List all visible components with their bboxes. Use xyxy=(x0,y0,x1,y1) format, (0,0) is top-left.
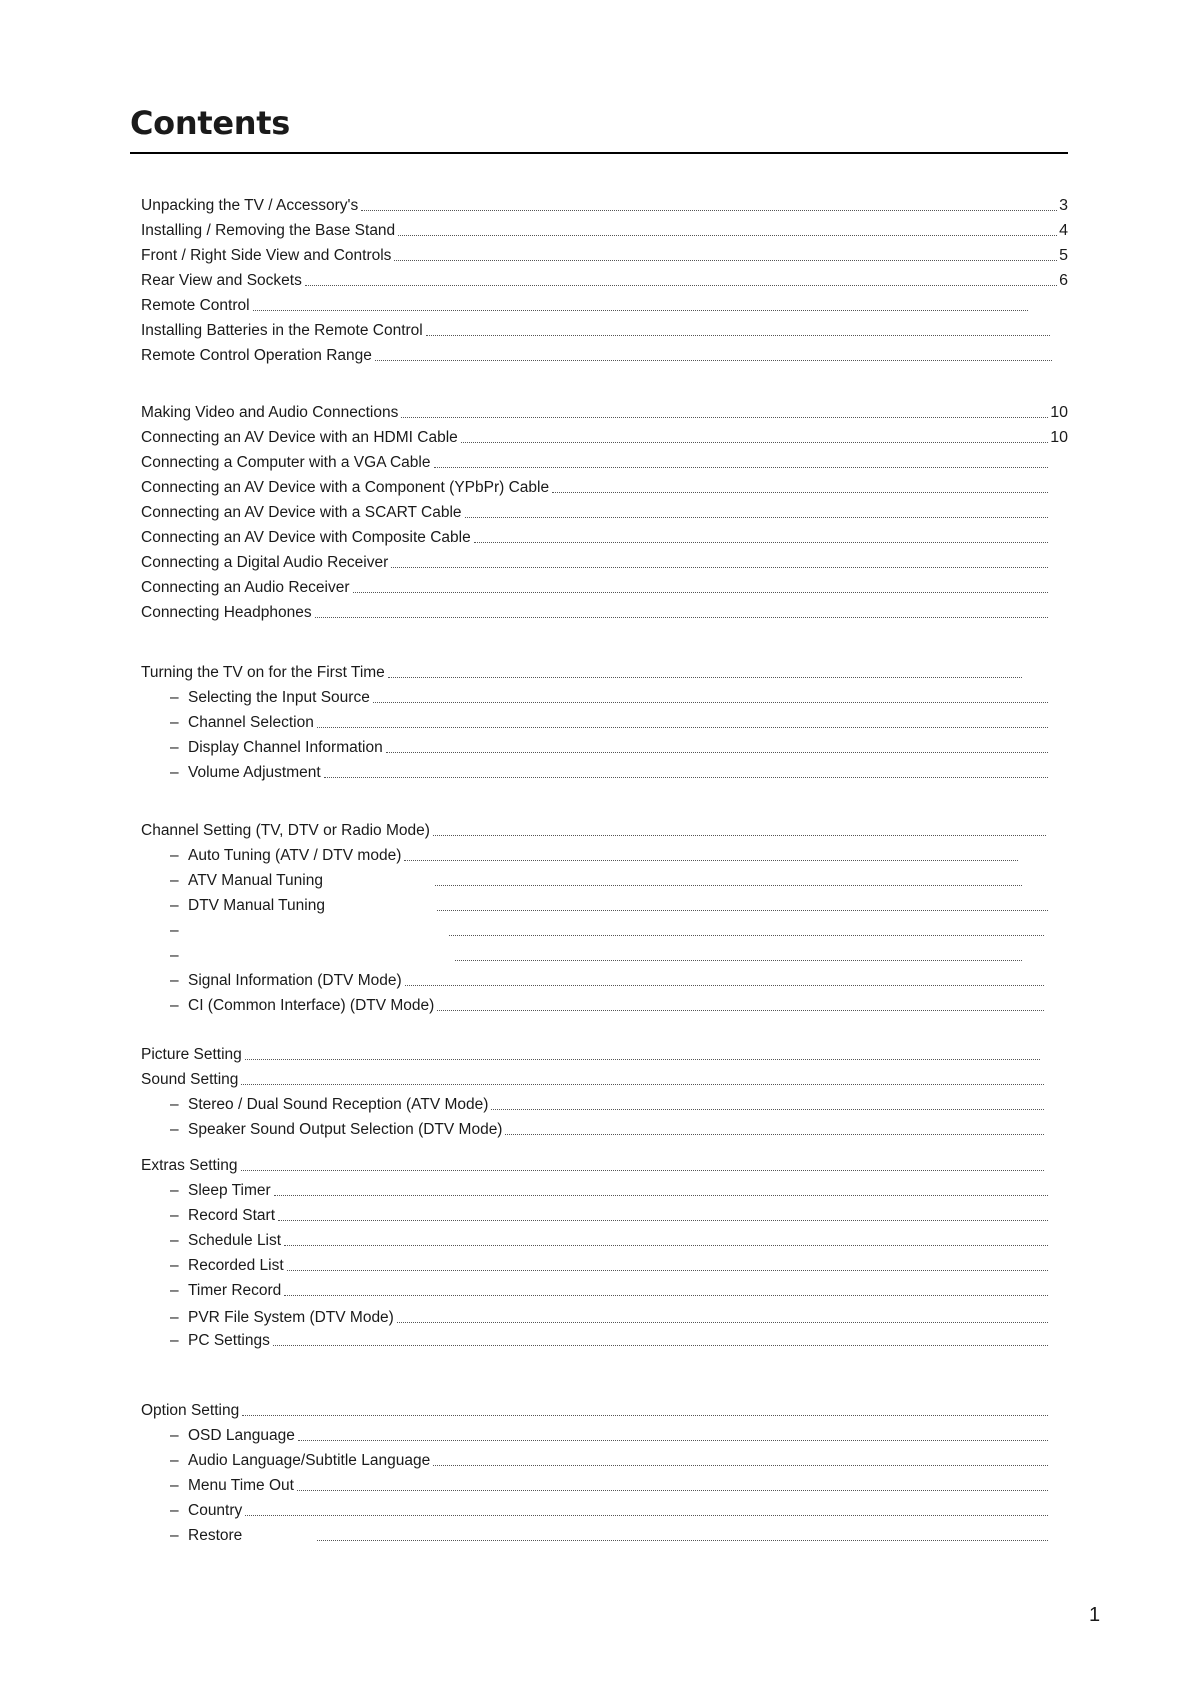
toc-label: Audio Language/Subtitle Language xyxy=(188,1452,431,1469)
toc-label: Picture Setting xyxy=(141,1046,242,1063)
toc-dot-leader xyxy=(386,752,1048,753)
toc-label: Channel Setting (TV, DTV or Radio Mode) xyxy=(141,822,430,839)
toc-subentry[interactable] xyxy=(170,1473,1050,1495)
toc-page-number: 6 xyxy=(1059,272,1068,289)
toc-label: Timer Record xyxy=(188,1282,282,1299)
toc-label: Record Start xyxy=(188,1207,276,1224)
toc-entry[interactable] xyxy=(141,400,1068,422)
toc-dot-leader xyxy=(435,885,1022,886)
toc-dot-leader xyxy=(298,1440,1048,1441)
toc-dot-leader xyxy=(404,860,1018,861)
toc-dot-leader xyxy=(491,1109,1044,1110)
toc-dash: – xyxy=(170,972,179,989)
toc-page-number: 4 xyxy=(1059,222,1068,239)
toc-entry[interactable] xyxy=(141,450,1050,472)
toc-dash: – xyxy=(170,1427,179,1444)
toc-page-number: 5 xyxy=(1059,247,1068,264)
toc-label: Country xyxy=(188,1502,243,1519)
toc-page-number: 10 xyxy=(1050,404,1068,421)
toc-dash: – xyxy=(170,1257,179,1274)
toc-entry[interactable] xyxy=(141,293,1030,315)
toc-dot-leader xyxy=(305,285,1057,286)
toc-dash: – xyxy=(170,1121,179,1138)
toc-dash: – xyxy=(170,922,179,939)
toc-dot-leader xyxy=(391,567,1048,568)
toc-dot-leader xyxy=(361,210,1057,211)
toc-subentry[interactable] xyxy=(170,1178,1050,1200)
toc-dash: – xyxy=(170,689,179,706)
toc-page-number: 3 xyxy=(1059,197,1068,214)
toc-subentry[interactable] xyxy=(170,893,1050,915)
toc-label: Sleep Timer xyxy=(188,1182,271,1199)
toc-dash: – xyxy=(170,897,179,914)
toc-entry[interactable] xyxy=(141,1153,1046,1175)
toc-dash: – xyxy=(170,947,179,964)
toc-dot-leader xyxy=(284,1245,1048,1246)
toc-entry[interactable] xyxy=(141,1067,1046,1089)
toc-dot-leader xyxy=(388,677,1022,678)
toc-dot-leader xyxy=(375,360,1052,361)
toc-entry[interactable] xyxy=(141,475,1050,497)
toc-entry[interactable] xyxy=(141,1042,1042,1064)
toc-subentry[interactable] xyxy=(170,1092,1046,1114)
toc-entry[interactable] xyxy=(141,425,1068,447)
toc-entry[interactable] xyxy=(141,243,1068,265)
toc-label: Remote Control xyxy=(141,297,250,314)
toc-subentry[interactable] xyxy=(170,943,1024,965)
toc-label: Unpacking the TV / Accessory's xyxy=(141,197,359,214)
toc-dot-leader xyxy=(437,1010,1044,1011)
toc-dot-leader xyxy=(253,310,1028,311)
toc-dot-leader xyxy=(465,517,1048,518)
toc-dot-leader xyxy=(426,335,1050,336)
toc-label: Installing / Removing the Base Stand xyxy=(141,222,396,239)
toc-dot-leader xyxy=(455,960,1022,961)
toc-subentry[interactable] xyxy=(170,868,1024,890)
toc-dot-leader xyxy=(398,235,1057,236)
toc-label: Auto Tuning (ATV / DTV mode) xyxy=(188,847,402,864)
toc-dot-leader xyxy=(274,1195,1048,1196)
toc-subentry[interactable] xyxy=(170,1117,1046,1139)
toc-dot-leader xyxy=(552,492,1048,493)
toc-dash: – xyxy=(170,1332,179,1349)
toc-label: Rear View and Sockets xyxy=(141,272,302,289)
toc-subentry[interactable] xyxy=(170,685,1050,707)
toc-entry[interactable] xyxy=(141,600,1050,622)
toc-entry[interactable] xyxy=(141,575,1050,597)
toc-label: Connecting an AV Device with Composite Cable xyxy=(141,529,471,546)
toc-label: Connecting an AV Device with an HDMI Cable xyxy=(141,429,458,446)
toc-dot-leader xyxy=(449,935,1044,936)
toc-dot-leader xyxy=(297,1490,1048,1491)
toc-dash: – xyxy=(170,997,179,1014)
toc-subentry[interactable] xyxy=(170,843,1020,865)
toc-dot-leader xyxy=(241,1084,1044,1085)
toc-subentry[interactable] xyxy=(170,1328,1050,1350)
toc-label: Stereo / Dual Sound Reception (ATV Mode) xyxy=(188,1096,489,1113)
toc-entry[interactable] xyxy=(141,218,1068,240)
toc-dash: – xyxy=(170,1452,179,1469)
toc-label: Schedule List xyxy=(188,1232,282,1249)
toc-dash: – xyxy=(170,1096,179,1113)
toc-label: Display Channel Information xyxy=(188,739,383,756)
toc-subentry[interactable] xyxy=(170,1228,1050,1250)
toc-dash: – xyxy=(170,872,179,889)
toc-subentry[interactable] xyxy=(170,1448,1050,1470)
toc-dash: – xyxy=(170,1309,179,1326)
toc-dot-leader xyxy=(401,417,1048,418)
toc-dot-leader xyxy=(315,617,1048,618)
page-number: 1 xyxy=(1089,1604,1101,1626)
toc-dash: – xyxy=(170,739,179,756)
toc-label: Recorded List xyxy=(188,1257,284,1274)
toc-dash: – xyxy=(170,1282,179,1299)
toc-dot-leader xyxy=(317,727,1048,728)
toc-dot-leader xyxy=(437,910,1048,911)
toc-label: Channel Selection xyxy=(188,714,314,731)
toc-dot-leader xyxy=(273,1345,1048,1346)
toc-dot-leader xyxy=(461,442,1048,443)
toc-label: Option Setting xyxy=(141,1402,240,1419)
toc-label: Selecting the Input Source xyxy=(188,689,370,706)
toc-dash: – xyxy=(170,1477,179,1494)
toc-label: Signal Information (DTV Mode) xyxy=(188,972,402,989)
toc-dot-leader xyxy=(433,1465,1048,1466)
toc-dot-leader xyxy=(317,1540,1048,1541)
toc-dot-leader xyxy=(433,835,1046,836)
toc-subentry[interactable] xyxy=(170,710,1050,732)
toc-subentry[interactable] xyxy=(170,1203,1050,1225)
toc-dash: – xyxy=(170,1207,179,1224)
toc-entry[interactable] xyxy=(141,318,1052,340)
toc-dot-leader xyxy=(394,260,1057,261)
toc-label: OSD Language xyxy=(188,1427,295,1444)
toc-entry[interactable] xyxy=(141,818,1048,840)
toc-subentry[interactable] xyxy=(170,735,1050,757)
toc-dash: – xyxy=(170,1232,179,1249)
toc-dot-leader xyxy=(373,702,1048,703)
toc-dot-leader xyxy=(353,592,1048,593)
toc-dot-leader xyxy=(284,1295,1048,1296)
toc-label: Making Video and Audio Connections xyxy=(141,404,399,421)
toc-dot-leader xyxy=(505,1134,1044,1135)
toc-dot-leader xyxy=(245,1515,1048,1516)
toc-label: Connecting Headphones xyxy=(141,604,312,621)
toc-subentry[interactable] xyxy=(170,918,1046,940)
toc-entry[interactable] xyxy=(141,500,1050,522)
toc-label: Connecting a Digital Audio Receiver xyxy=(141,554,389,571)
toc-dot-leader xyxy=(278,1220,1048,1221)
page-title: Contents xyxy=(130,104,290,142)
toc-dot-leader xyxy=(434,467,1049,468)
toc-subentry[interactable] xyxy=(170,760,1050,782)
toc-dot-leader xyxy=(245,1059,1040,1060)
toc-dash: – xyxy=(170,1502,179,1519)
toc-label: DTV Manual Tuning xyxy=(188,897,325,914)
toc-entry[interactable] xyxy=(141,550,1050,572)
toc-label: Speaker Sound Output Selection (DTV Mode) xyxy=(188,1121,503,1138)
toc-entry[interactable] xyxy=(141,193,1068,215)
toc-entry[interactable] xyxy=(141,660,1024,682)
toc-label: Extras Setting xyxy=(141,1157,238,1174)
toc-dot-leader xyxy=(474,542,1048,543)
toc-subentry[interactable] xyxy=(170,1523,1050,1545)
toc-label: ATV Manual Tuning xyxy=(188,872,323,889)
toc-dot-leader xyxy=(405,985,1044,986)
toc-dash: – xyxy=(170,1527,179,1544)
toc-subentry[interactable] xyxy=(170,968,1046,990)
toc-page-number: 10 xyxy=(1050,429,1068,446)
toc-label: Menu Time Out xyxy=(188,1477,294,1494)
toc-label: PVR File System (DTV Mode) xyxy=(188,1309,394,1326)
toc-entry[interactable] xyxy=(141,525,1050,547)
toc-entry[interactable] xyxy=(141,343,1054,365)
toc-subentry[interactable] xyxy=(170,1305,1050,1327)
toc-label: Installing Batteries in the Remote Control xyxy=(141,322,423,339)
toc-label: Connecting an Audio Receiver xyxy=(141,579,350,596)
toc-dot-leader xyxy=(241,1170,1045,1171)
toc-label: Front / Right Side View and Controls xyxy=(141,247,392,264)
toc-subentry[interactable] xyxy=(170,1498,1050,1520)
toc-label: PC Settings xyxy=(188,1332,270,1349)
toc-subentry[interactable] xyxy=(170,1253,1050,1275)
toc-dot-leader xyxy=(324,777,1048,778)
toc-label: Connecting a Computer with a VGA Cable xyxy=(141,454,431,471)
toc-dot-leader xyxy=(287,1270,1048,1271)
toc-dash: – xyxy=(170,1182,179,1199)
toc-entry[interactable] xyxy=(141,1398,1050,1420)
toc-dot-leader xyxy=(397,1322,1048,1323)
toc-label: CI (Common Interface) (DTV Mode) xyxy=(188,997,435,1014)
toc-dot-leader xyxy=(242,1415,1048,1416)
toc-label: Restore xyxy=(188,1527,243,1544)
toc-label: Connecting an AV Device with a Component (YPbPr) Cable xyxy=(141,479,550,496)
toc-dash: – xyxy=(170,847,179,864)
toc-subentry[interactable] xyxy=(170,1423,1050,1445)
toc-entry[interactable] xyxy=(141,268,1068,290)
toc-label: Sound Setting xyxy=(141,1071,239,1088)
toc-label: Connecting an AV Device with a SCART Cable xyxy=(141,504,462,521)
toc-subentry[interactable] xyxy=(170,1278,1050,1300)
toc-label: Volume Adjustment xyxy=(188,764,321,781)
toc-label: Turning the TV on for the First Time xyxy=(141,664,385,681)
toc-label: Remote Control Operation Range xyxy=(141,347,372,364)
toc-subentry[interactable] xyxy=(170,993,1046,1015)
toc-dash: – xyxy=(170,764,179,781)
toc-dash: – xyxy=(170,714,179,731)
